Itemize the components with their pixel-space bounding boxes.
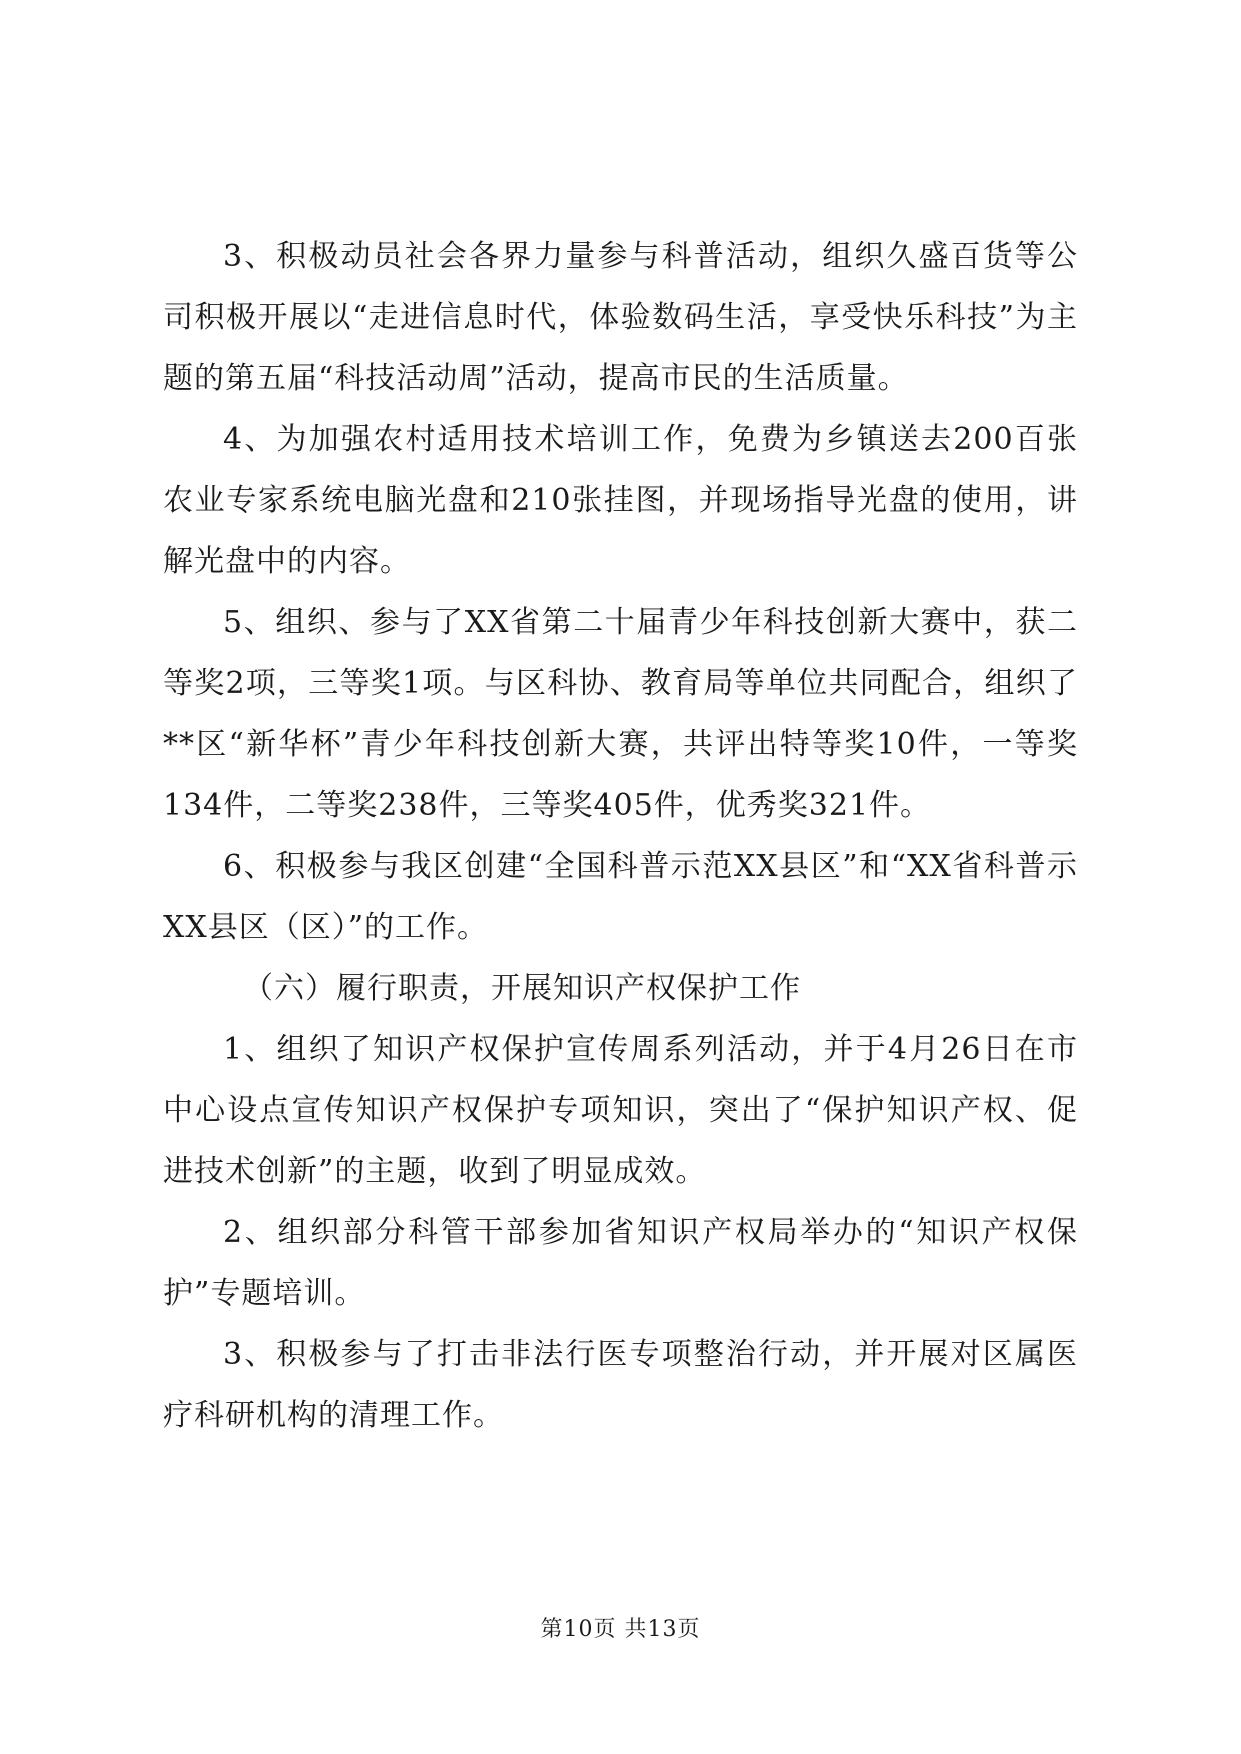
section-heading: （六）履行职责，开展知识产权保护工作: [243, 971, 801, 1006]
paragraph-6: 6、积极参与我区创建“全国科普示范XX县区”和“XX省科普示XX县区（区）”的工作。: [163, 849, 1078, 945]
document-body: [163, 226, 1078, 1446]
paragraph-4: 4、为加强农村适用技术培训工作，免费为乡镇送去200百张农业专家系统电脑光盘和210张挂图，并现场指导光盘的使用，讲解光盘中的内容。: [163, 422, 1078, 579]
section-paragraph-2: 2、组织部分科管干部参加省知识产权局举办的“知识产权保护”专题培训。: [163, 1215, 1078, 1311]
paragraph-3: 3、积极动员社会各界力量参与科普活动，组织久盛百货等公司积极开展以“走进信息时代，体验数码生活，享受快乐科技”为主题的第五届“科技活动周”活动，提高市民的生活质量。: [163, 239, 1078, 396]
page-number-footer: 第10页 共13页: [540, 1617, 701, 1642]
section-paragraph-3: 3、积极参与了打击非法行医专项整治行动，并开展对区属医疗科研机构的清理工作。: [163, 1337, 1078, 1433]
section-paragraph-1: 1、组织了知识产权保护宣传周系列活动，并于4月26日在市中心设点宣传知识产权保护专项知识，突出了“保护知识产权、促进技术创新”的主题，收到了明显成效。: [163, 1032, 1078, 1189]
paragraph-5: 5、组织、参与了XX省第二十届青少年科技创新大赛中，获二等奖2项，三等奖1项。与区科协、教育局等单位共同配合，组织了**区“新华杯”青少年科技创新大赛，共评出特等奖10件，一等奖134件，二等奖238件，三等奖405件，优秀奖321件。: [163, 605, 1078, 823]
